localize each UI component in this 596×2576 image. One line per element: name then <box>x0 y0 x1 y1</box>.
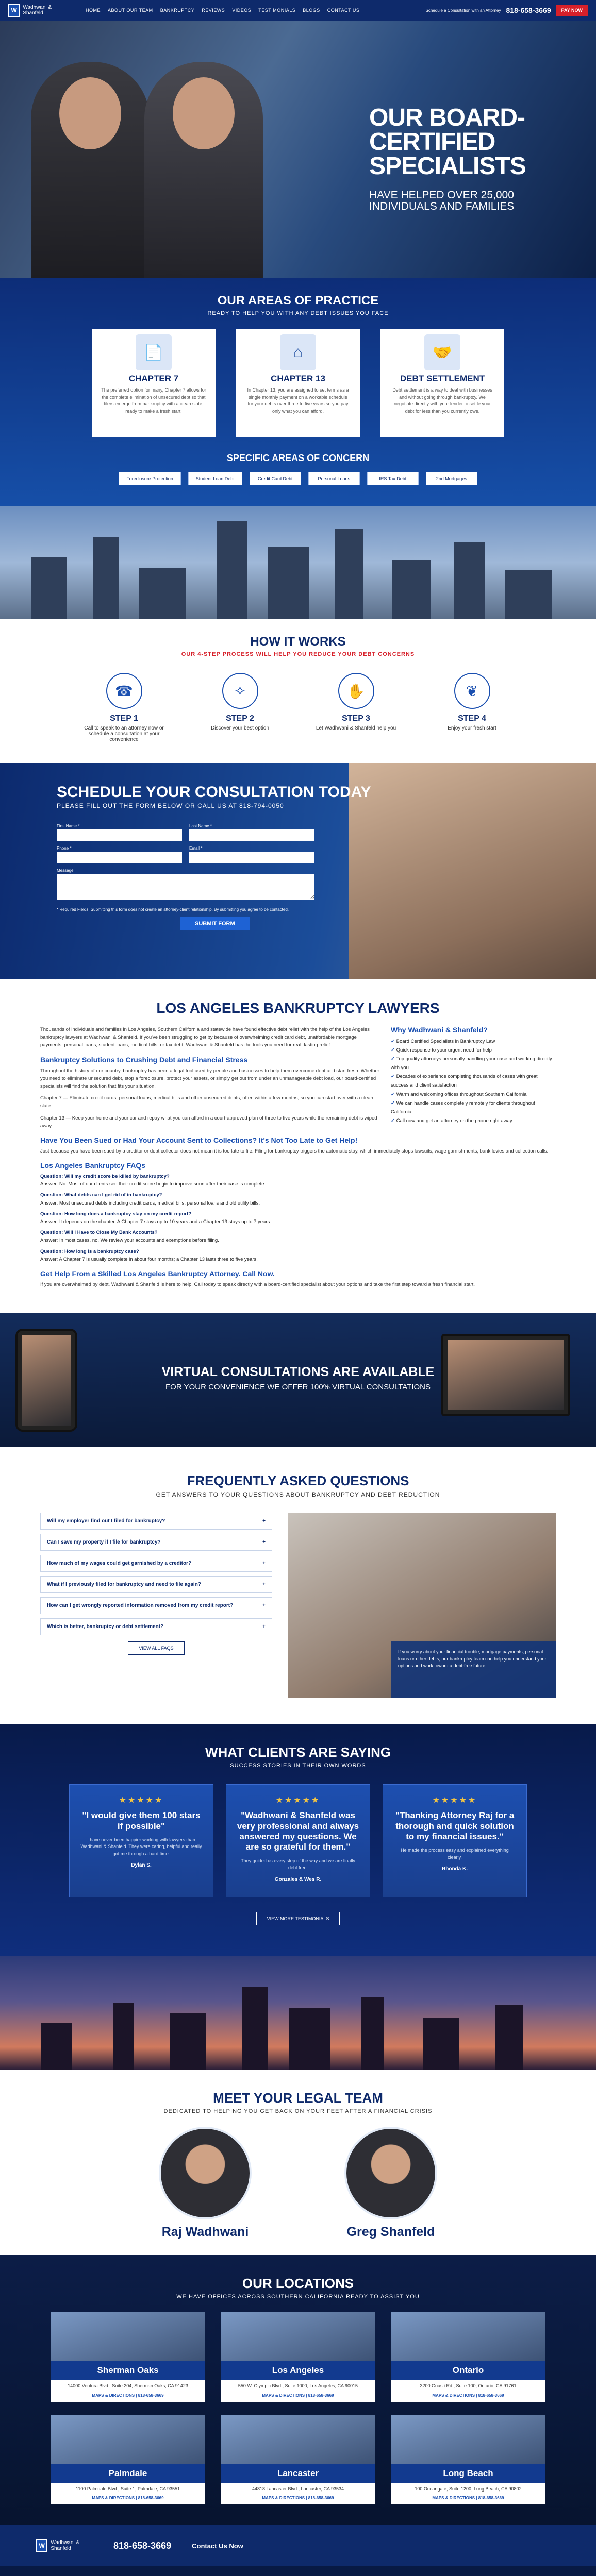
plus-icon: + <box>262 1624 266 1630</box>
faq-body <box>40 1513 556 1698</box>
step-1 <box>78 673 171 742</box>
star-rating-icon: ★★★★★ <box>119 1796 164 1805</box>
footer-phone[interactable]: 818-658-3669 <box>113 2540 172 2551</box>
faq-section <box>0 1447 596 1724</box>
practice-card-chapter7[interactable] <box>92 329 216 437</box>
why-box <box>391 1026 556 1125</box>
laptop-mockup <box>441 1334 570 1416</box>
plus-icon: + <box>262 1518 266 1524</box>
team-title: MEET YOUR LEGAL TEAM <box>213 2090 383 2106</box>
logo-text: Wadhwani & Shanfeld <box>23 5 52 16</box>
member-name: Greg Shanfeld <box>346 2225 435 2240</box>
star-rating-icon: ★★★★★ <box>275 1796 321 1805</box>
location-name: Ontario <box>391 2361 545 2380</box>
logo-text: Wadhwani & Shanfeld <box>51 2540 80 2552</box>
card-title: DEBT SETTLEMENT <box>400 374 485 383</box>
concern-personal-loans[interactable]: Personal Loans <box>308 472 360 485</box>
faq-item[interactable]: How much of my wages could get garnished by a creditor? + <box>40 1555 272 1572</box>
faq-caption: If you worry about your financial trouble, mortgage payments, personal loans or other debts, our bankruptcy team can help you understand your options and work toward a debt-free future. <box>391 1641 556 1698</box>
concern-credit-card[interactable]: Credit Card Debt <box>250 472 301 485</box>
compass-icon: ✧ <box>222 673 258 709</box>
location-links[interactable]: MAPS & DIRECTIONS | 818-658-3669 <box>92 2496 164 2501</box>
location-address: 1100 Palmdale Blvd., Suite 1, Palmdale, CA 93551 <box>76 2486 180 2492</box>
testimonial-cards <box>0 1784 596 1897</box>
locations-grid <box>0 2312 596 2504</box>
document-icon: 📄 <box>136 334 172 370</box>
virtual-title: VIRTUAL CONSULTATIONS ARE AVAILABLE <box>161 1365 435 1380</box>
qa-item: Question: How long is a bankruptcy case? Answer: A Chapter 7 is usually complete in about four months; a Chapter 13 lasts three to five years. <box>40 1248 258 1262</box>
skyline-banner <box>0 1956 596 2070</box>
nav-item-bankruptcy[interactable]: BANKRUPTCY <box>160 8 195 13</box>
why-item: ✓ Top quality attorneys personally handling your case and working directly with you <box>391 1055 556 1072</box>
testimonial-text: I have never been happier working with lawyers than Wadhwani & Shanfeld. They were caring, helpful and really got me through a hard time. <box>80 1837 202 1856</box>
faqs-heading: Los Angeles Bankruptcy FAQs <box>40 1161 146 1170</box>
location-photo <box>391 2312 545 2361</box>
why-title: Why Wadhwani & Shanfeld? <box>391 1026 488 1034</box>
avatar <box>159 2127 252 2219</box>
step-text: Let Wadhwani & Shanfeld help you <box>316 725 396 731</box>
location-links[interactable]: MAPS & DIRECTIONS | 818-658-3669 <box>262 2393 334 2398</box>
location-card <box>221 2415 375 2505</box>
hero <box>0 21 596 278</box>
step-label: STEP 3 <box>342 714 370 723</box>
step-3 <box>310 673 403 742</box>
how-subtitle: OUR 4-STEP PROCESS WILL HELP YOU REDUCE YOUR DEBT CONCERNS <box>181 651 415 657</box>
last-name-label: Last Name * <box>189 824 212 828</box>
faq-list <box>40 1513 272 1698</box>
location-name: Lancaster <box>221 2464 375 2483</box>
consult-subtitle: PLEASE FILL OUT THE FORM BELOW OR CALL US AT 818-794-0050 <box>57 802 284 809</box>
location-card <box>391 2415 545 2505</box>
faq-photo <box>288 1513 556 1698</box>
virtual-section <box>0 1313 596 1447</box>
faq-item[interactable]: Which is better, bankruptcy or debt settlement? + <box>40 1618 272 1635</box>
attorney-photo-right <box>144 62 263 278</box>
testimonial-author: Dylan S. <box>131 1862 152 1869</box>
house-icon: ⌂ <box>280 334 316 370</box>
pay-now-button[interactable]: PAY NOW <box>556 5 588 16</box>
star-rating-icon: ★★★★★ <box>432 1796 477 1805</box>
testimonial-headline: "I would give them 100 stars if possible" <box>82 1810 201 1831</box>
why-item: ✓ Call now and get an attorney on the phone right away <box>391 1116 556 1125</box>
practice-title: OUR AREAS OF PRACTICE <box>217 294 379 308</box>
why-item: ✓ We can handle cases completely remotely for clients throughout California <box>391 1099 556 1116</box>
location-name: Long Beach <box>391 2464 545 2483</box>
concerns-list <box>0 472 596 485</box>
practice-card-debt-settlement[interactable] <box>380 329 504 437</box>
email-label: Email * <box>189 846 203 851</box>
location-links[interactable]: MAPS & DIRECTIONS | 818-658-3669 <box>432 2393 504 2398</box>
step-label: STEP 4 <box>458 714 486 723</box>
qa-item: Question: Will I Have to Close My Bank Accounts? Answer: In most cases, no. We review your accounts and exemptions before filing. <box>40 1230 219 1244</box>
plus-icon: + <box>262 1539 266 1546</box>
locations-section <box>0 2255 596 2525</box>
la-intro: Thousands of individuals and families in Los Angeles, Southern California and statewide have found effective debt relief with the help of the Los Angeles bankruptcy lawyers at Wadhwani & Shanfeld. If you've been struggling to get by because of overwhelming credit card debt, unaffordable mortgage payments, personal loans, student loans, medical bills, or tax debt, Wadhwani & Shanfeld has the tools you need for real, lasting relief. <box>40 1027 370 1048</box>
why-item: ✓ Quick response to your urgent need for help <box>391 1046 556 1055</box>
schedule-text: Schedule a Consultation with an Attorney <box>425 8 501 13</box>
view-all-faqs-button[interactable]: VIEW ALL FAQS <box>128 1641 184 1655</box>
nav-item-home[interactable]: HOME <box>86 8 101 13</box>
virtual-subtitle: FOR YOUR CONVENIENCE WE OFFER 100% VIRTUAL CONSULTATIONS <box>165 1383 431 1392</box>
testimonial-text: They guided us every step of the way and we are finally debt free. <box>241 1858 355 1871</box>
team-members <box>0 2127 596 2240</box>
sued-text: Just because you have been sued by a creditor or debt collector does not mean it is too late to file. Filing for bankruptcy triggers the automatic stay, which immediately stops lawsuits, wage garnishments, bank levies and collection calls. <box>40 1148 549 1154</box>
solutions-text: Throughout the history of our country, bankruptcy has been a legal tool used by people and businesses to help them overcome debt and start fresh. Whether you need to eliminate unsecured debt, stop a foreclosure, protect your assets, or simply get out from under an unmanageable debt load, our board-certified specialists will find the solution that fits your situation. <box>40 1067 379 1089</box>
message-input[interactable] <box>57 874 314 900</box>
why-item: ✓ Decades of experience completing thousands of cases with great success and client satisfaction <box>391 1072 556 1090</box>
practice-section <box>0 278 596 506</box>
location-links[interactable]: MAPS & DIRECTIONS | 818-658-3669 <box>262 2496 334 2501</box>
qa-item: Question: Will my credit score be killed by bankruptcy? Answer: No. Most of our clients see their credit score begin to improve soon after their case is complete. <box>40 1174 266 1188</box>
consultation-section <box>0 763 596 979</box>
location-photo <box>221 2415 375 2464</box>
how-it-works <box>0 619 596 763</box>
location-address: 14000 Ventura Blvd., Suite 204, Sherman Oaks, CA 91423 <box>68 2383 188 2389</box>
faq-subtitle: GET ANSWERS TO YOUR QUESTIONS ABOUT BANKRUPTCY AND DEBT REDUCTION <box>156 1491 440 1499</box>
why-item: ✓ Board Certified Specialists in Bankruptcy Law <box>391 1037 556 1046</box>
card-text: In Chapter 13, you are assigned to set terms as a single monthly payment on a workable schedule for your debts over three to five years so you pay only what you can afford. <box>247 387 349 414</box>
nav-item-about[interactable]: ABOUT OUR TEAM <box>108 8 153 13</box>
plus-icon: + <box>262 1603 266 1609</box>
header-right <box>426 5 588 16</box>
practice-subtitle: READY TO HELP YOU WITH ANY DEBT ISSUES YOU FACE <box>207 310 389 316</box>
step-4 <box>426 673 519 742</box>
location-name: Sherman Oaks <box>51 2361 205 2380</box>
location-links[interactable]: MAPS & DIRECTIONS | 818-658-3669 <box>432 2496 504 2501</box>
location-card <box>221 2312 375 2402</box>
footer <box>0 2525 596 2566</box>
testimonials-subtitle: SUCCESS STORIES IN THEIR OWN WORDS <box>230 1762 366 1769</box>
location-name: Los Angeles <box>221 2361 375 2380</box>
email-input[interactable] <box>189 852 314 863</box>
faq-item[interactable]: What if I previously filed for bankruptcy and need to file again? + <box>40 1576 272 1593</box>
location-photo <box>221 2312 375 2361</box>
first-name-label: First Name * <box>57 824 80 828</box>
faq-item[interactable]: Will my employer find out I filed for bankruptcy? + <box>40 1513 272 1530</box>
consult-form <box>57 824 314 902</box>
phone-mockup <box>15 1329 77 1432</box>
card-title: CHAPTER 7 <box>128 374 179 383</box>
avatar <box>344 2127 437 2219</box>
header-phone[interactable]: 818-658-3669 <box>506 6 551 14</box>
step-text: Discover your best option <box>211 725 269 731</box>
sued-heading: Have You Been Sued or Had Your Account Sent to Collections? It's Not Too Late to Get Help! <box>40 1136 358 1144</box>
how-title: HOW IT WORKS <box>250 635 346 649</box>
nav-item-videos[interactable]: VIDEOS <box>232 8 252 13</box>
location-links[interactable]: MAPS & DIRECTIONS | 818-658-3669 <box>92 2393 164 2398</box>
first-name-input[interactable] <box>57 829 182 841</box>
attorney-photo-left <box>31 62 150 278</box>
sprout-icon: ❦ <box>454 673 490 709</box>
practice-card-chapter13[interactable] <box>236 329 360 437</box>
faq-item[interactable]: Can I save my property if I file for bankruptcy? + <box>40 1534 272 1551</box>
testimonial-card <box>226 1784 370 1897</box>
message-label: Message <box>57 868 74 873</box>
testimonial-author: Rhonda K. <box>442 1866 468 1872</box>
hero-title: OUR BOARD-CERTIFIED SPECIALISTS <box>369 104 526 180</box>
location-name: Palmdale <box>51 2464 205 2483</box>
handshake-icon: 🤝 <box>424 334 460 370</box>
logo-mark: W <box>36 2539 47 2552</box>
footer-contact-link[interactable]: Contact Us Now <box>192 2541 243 2550</box>
submit-form-button[interactable]: SUBMIT FORM <box>180 917 250 930</box>
hero-subtitle: HAVE HELPED OVER 25,000 INDIVIDUALS AND FAMILIES <box>369 189 515 213</box>
solutions-heading: Bankruptcy Solutions to Crushing Debt and Financial Stress <box>40 1055 248 1064</box>
header <box>0 0 596 21</box>
skilled-heading: Get Help From a Skilled Los Angeles Bankruptcy Attorney. Call Now. <box>40 1269 275 1278</box>
step-label: STEP 1 <box>110 714 138 723</box>
phone-icon: ☎ <box>106 673 142 709</box>
phone-label: Phone * <box>57 846 72 851</box>
team-subtitle: DEDICATED TO HELPING YOU GET BACK ON YOUR FEET AFTER A FINANCIAL CRISIS <box>163 2108 433 2115</box>
footer-bottom <box>0 2566 596 2576</box>
nav-item-reviews[interactable]: REVIEWS <box>202 8 225 13</box>
why-item: ✓ Warm and welcoming offices throughout Southern California <box>391 1090 556 1099</box>
testimonials-section <box>0 1724 596 1956</box>
location-photo <box>391 2415 545 2464</box>
step-label: STEP 2 <box>226 714 254 723</box>
testimonial-headline: "Wadhwani & Shanfeld was very professional and always answered my questions. We are so grateful for them." <box>237 1810 359 1852</box>
qa-item: Question: What debts can I get rid of in bankruptcy? Answer: Most unsecured debts including credit cards, medical bills, personal loans and old utility bills. <box>40 1192 260 1206</box>
la-title: LOS ANGELES BANKRUPTCY LAWYERS <box>156 1000 440 1016</box>
concern-foreclosure[interactable]: Foreclosure Protection <box>119 472 181 485</box>
card-text: The preferred option for many, Chapter 7 allows for the complete elimination of unsecured debt so that filers emerge from bankruptcy with a clean slate, ready to make a fresh start. <box>101 387 206 414</box>
why-list <box>391 1037 556 1125</box>
qa-item: Question: How long does a bankruptcy stay on my credit report? Answer: It depends on the chapter. A Chapter 7 stays up to 10 years and a Chapter 13 stays up to 7 years. <box>40 1211 271 1225</box>
step-2 <box>194 673 287 742</box>
team-section <box>0 2070 596 2255</box>
location-card <box>51 2312 205 2402</box>
testimonial-text: He made the process easy and explained everything clearly. <box>401 1848 509 1860</box>
logo[interactable] <box>8 2 65 19</box>
location-card <box>51 2415 205 2505</box>
concern-2nd-mortgage[interactable]: 2nd Mortgages <box>426 472 477 485</box>
plus-icon: + <box>262 1582 266 1588</box>
view-more-testimonials-button[interactable]: VIEW MORE TESTIMONIALS <box>256 1912 340 1925</box>
concern-irs-tax[interactable]: IRS Tax Debt <box>367 472 419 485</box>
logo-mark: W <box>8 4 20 17</box>
step-text: Enjoy your fresh start <box>448 725 496 731</box>
location-photo <box>51 2312 205 2361</box>
consult-title: SCHEDULE YOUR CONSULTATION TODAY <box>57 784 371 801</box>
chapter13-text: Chapter 13 — Keep your home and your car and repay what you can afford in a court-approved plan of three to five years while the remaining debt is wiped away. <box>40 1115 377 1129</box>
phone-input[interactable] <box>57 852 182 863</box>
footer-logo[interactable] <box>36 2537 93 2554</box>
locations-title: OUR LOCATIONS <box>242 2276 354 2292</box>
location-card <box>391 2312 545 2402</box>
chapter7-text: Chapter 7 — Eliminate credit cards, personal loans, medical bills and other unsecured debts, often within a few months, so you can start over with a clean slate. <box>40 1095 373 1109</box>
plus-icon: + <box>262 1561 266 1567</box>
last-name-input[interactable] <box>189 829 314 841</box>
faq-title: FREQUENTLY ASKED QUESTIONS <box>187 1473 409 1489</box>
testimonial-headline: "Thanking Attorney Raj for a thorough and quick solution to my financial issues." <box>395 1810 515 1841</box>
card-text: Debt settlement is a way to deal with businesses and without going through bankruptcy. We negotiate directly with your lender to settle your debt for less than you currently owe. <box>392 387 492 414</box>
skilled-text: If you are overwhelmed by debt, Wadhwani & Shanfeld is here to help. Call today to speak directly with a board-certified specialist about your options and take the first step toward a fresh financial start. <box>40 1281 475 1287</box>
location-address: 3200 Guasti Rd., Suite 100, Ontario, CA 91761 <box>420 2383 517 2389</box>
practice-cards <box>0 329 596 437</box>
location-photo <box>51 2415 205 2464</box>
location-address: 44818 Lancaster Blvd., Lancaster, CA 93534 <box>252 2486 344 2492</box>
la-content <box>0 979 596 1313</box>
concern-student-loan[interactable]: Student Loan Debt <box>188 472 242 485</box>
member-name: Raj Wadhwani <box>161 2225 249 2240</box>
specific-title: SPECIFIC AREAS OF CONCERN <box>226 453 370 463</box>
location-address: 100 Oceangate, Suite 1200, Long Beach, CA 90802 <box>415 2486 522 2492</box>
team-member[interactable] <box>329 2127 453 2240</box>
locations-subtitle: WE HAVE OFFICES ACROSS SOUTHERN CALIFORNIA READY TO ASSIST YOU <box>176 2294 420 2300</box>
nav-item-blogs[interactable]: BLOGS <box>303 8 320 13</box>
main-nav <box>86 8 359 13</box>
city-banner <box>0 506 596 619</box>
required-note: * Required Fields. Submitting this form does not create an attorney-client relationship. By submitting you agree to be contacted. <box>57 907 289 912</box>
card-title: CHAPTER 13 <box>271 374 325 383</box>
testimonial-author: Gonzales & Wes R. <box>274 1876 322 1883</box>
testimonial-card <box>383 1784 527 1897</box>
handshake-icon: ✋ <box>338 673 374 709</box>
nav-item-testimonials[interactable]: TESTIMONIALS <box>258 8 296 13</box>
step-text: Call to speak to an attorney now or schedule a consultation at your convenience <box>84 725 164 742</box>
testimonials-title: WHAT CLIENTS ARE SAYING <box>205 1744 391 1760</box>
faq-item[interactable]: How can I get wrongly reported information removed from my credit report? + <box>40 1597 272 1614</box>
steps <box>66 673 530 742</box>
nav-item-contact[interactable]: CONTACT US <box>327 8 360 13</box>
team-member[interactable] <box>143 2127 267 2240</box>
testimonial-card <box>69 1784 213 1897</box>
location-address: 550 W. Olympic Blvd., Suite 1000, Los Angeles, CA 90015 <box>238 2383 358 2389</box>
